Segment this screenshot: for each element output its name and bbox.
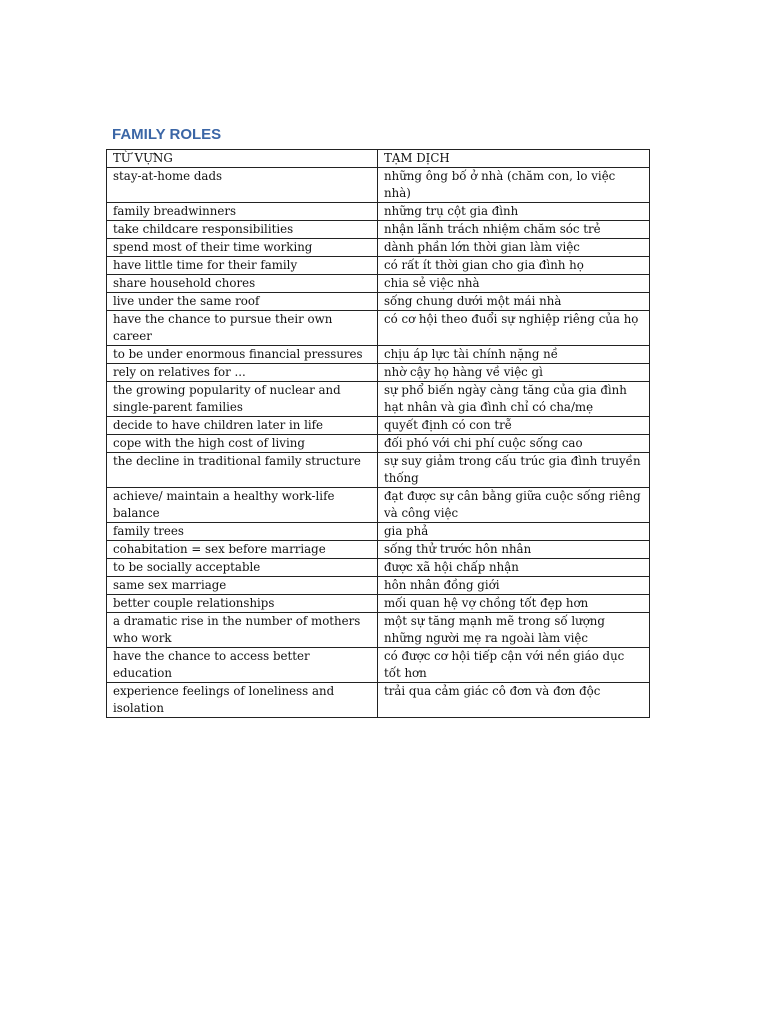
table-row: [107, 648, 650, 683]
translation-cell: được xã hội chấp nhận: [378, 559, 650, 577]
term-cell: cope with the high cost of living: [107, 435, 378, 453]
translation-cell: có được cơ hội tiếp cận với nền giáo dục tốt hơn: [378, 648, 650, 683]
translation-cell: gia phả: [378, 523, 650, 541]
table-row: [107, 523, 650, 541]
translation-cell: một sự tăng mạnh mẽ trong số lượng những người mẹ ra ngoài làm việc: [378, 613, 650, 648]
table-row: [107, 577, 650, 595]
translation-cell: những trụ cột gia đình: [378, 203, 650, 221]
term-cell: cohabitation = sex before marriage: [107, 541, 378, 559]
translation-cell: dành phần lớn thời gian làm việc: [378, 239, 650, 257]
table-row: [107, 559, 650, 577]
term-cell: have little time for their family: [107, 257, 378, 275]
translation-cell: chịu áp lực tài chính nặng nề: [378, 346, 650, 364]
table-row: [107, 311, 650, 346]
table-row: [107, 488, 650, 523]
table-row: [107, 382, 650, 417]
term-cell: to be socially acceptable: [107, 559, 378, 577]
translation-cell: đối phó với chi phí cuộc sống cao: [378, 435, 650, 453]
translation-cell: sự phổ biến ngày càng tăng của gia đình hạt nhân và gia đình chỉ có cha/mẹ: [378, 382, 650, 417]
translation-cell: trải qua cảm giác cô đơn và đơn độc: [378, 683, 650, 718]
translation-cell: nhờ cậy họ hàng về việc gì: [378, 364, 650, 382]
table-row: [107, 239, 650, 257]
term-cell: take childcare responsibilities: [107, 221, 378, 239]
translation-cell: sống thử trước hôn nhân: [378, 541, 650, 559]
translation-cell: có rất ít thời gian cho gia đình họ: [378, 257, 650, 275]
table-row: [107, 417, 650, 435]
translation-cell: sống chung dưới một mái nhà: [378, 293, 650, 311]
table-row: [107, 346, 650, 364]
term-cell: a dramatic rise in the number of mothers who work: [107, 613, 378, 648]
table-header-row: [107, 150, 650, 168]
header-translation: TẠM DỊCH: [378, 150, 650, 168]
translation-cell: những ông bố ở nhà (chăm con, lo việc nhà): [378, 168, 650, 203]
translation-cell: sự suy giảm trong cấu trúc gia đình truyền thống: [378, 453, 650, 488]
term-cell: same sex marriage: [107, 577, 378, 595]
translation-cell: chia sẻ việc nhà: [378, 275, 650, 293]
table-row: [107, 453, 650, 488]
term-cell: family breadwinners: [107, 203, 378, 221]
term-cell: experience feelings of loneliness and isolation: [107, 683, 378, 718]
translation-cell: có cơ hội theo đuổi sự nghiệp riêng của họ: [378, 311, 650, 346]
term-cell: stay-at-home dads: [107, 168, 378, 203]
term-cell: the decline in traditional family structure: [107, 453, 378, 488]
term-cell: decide to have children later in life: [107, 417, 378, 435]
header-vocabulary: TỪ VỰNG: [107, 150, 378, 168]
table-row: [107, 293, 650, 311]
table-row: [107, 595, 650, 613]
term-cell: better couple relationships: [107, 595, 378, 613]
table-row: [107, 257, 650, 275]
table-row: [107, 221, 650, 239]
table-row: [107, 435, 650, 453]
term-cell: live under the same roof: [107, 293, 378, 311]
term-cell: have the chance to access better education: [107, 648, 378, 683]
table-row: [107, 613, 650, 648]
translation-cell: hôn nhân đồng giới: [378, 577, 650, 595]
term-cell: the growing popularity of nuclear and single-parent families: [107, 382, 378, 417]
vocabulary-table: [106, 149, 650, 718]
table-row: [107, 168, 650, 203]
translation-cell: nhận lãnh trách nhiệm chăm sóc trẻ: [378, 221, 650, 239]
table-row: [107, 683, 650, 718]
table-row: [107, 275, 650, 293]
term-cell: have the chance to pursue their own career: [107, 311, 378, 346]
translation-cell: đạt được sự cân bằng giữa cuộc sống riêng và công việc: [378, 488, 650, 523]
term-cell: achieve/ maintain a healthy work-life balance: [107, 488, 378, 523]
translation-cell: quyết định có con trễ: [378, 417, 650, 435]
term-cell: rely on relatives for ...: [107, 364, 378, 382]
table-row: [107, 364, 650, 382]
table-row: [107, 541, 650, 559]
term-cell: spend most of their time working: [107, 239, 378, 257]
term-cell: to be under enormous financial pressures: [107, 346, 378, 364]
page-title: FAMILY ROLES: [112, 126, 222, 143]
translation-cell: mối quan hệ vợ chồng tốt đẹp hơn: [378, 595, 650, 613]
table-row: [107, 203, 650, 221]
term-cell: share household chores: [107, 275, 378, 293]
term-cell: family trees: [107, 523, 378, 541]
